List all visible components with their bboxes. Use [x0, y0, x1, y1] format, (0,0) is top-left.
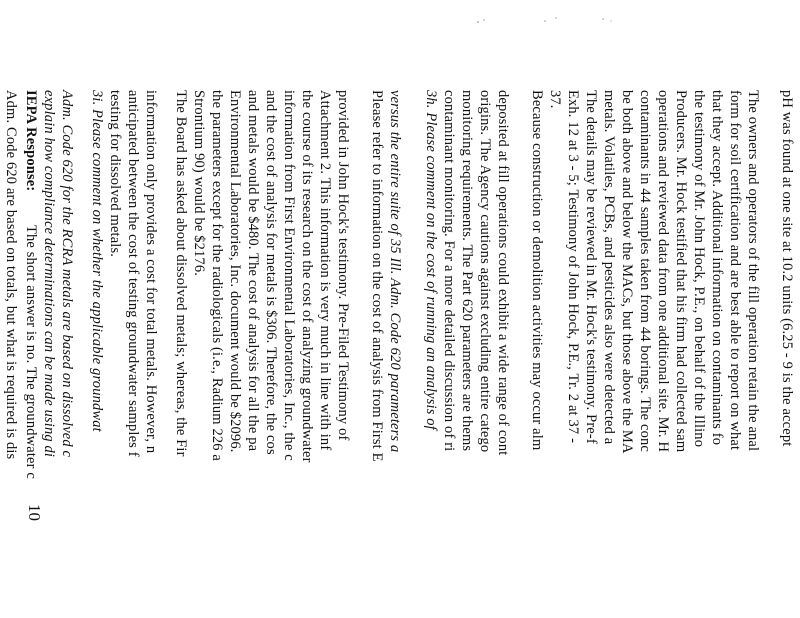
text-line: the testimony of Mr. John Hock, P.E., on behalf of the Illino [691, 90, 707, 448]
text-line: information only provides a cost for total metals. However, n [143, 90, 159, 454]
text-line: that they accept. Additional information on contaminants fo [709, 90, 725, 446]
text-line: pH was found at one site at 10.2 units (6.25 - 9 is the accept [779, 90, 795, 447]
text-line: operations and reviewed data from one additional site. Mr. H [655, 90, 671, 453]
text-line: testing for dissolved metals. [107, 90, 123, 258]
text-line: metals. Volatiles, PCBs, and pesticides also were detected a [601, 90, 617, 445]
question-line: explain how compliance determinations can be made using di [41, 90, 57, 458]
text-line: Please refer to information on the cost of analysis from First E [369, 90, 385, 462]
text-line: be both above and below the MACs, but those above the MA [619, 90, 635, 454]
question-line: Adm. Code 620 for the RCRA metals are based on dissolved c [59, 90, 75, 458]
text-line: Exh. 12 at 3 - 5; Testimony of John Hock, P.E., Tr. 2 at 37 - [565, 90, 581, 444]
question-line: 3i. Please comment on whether the applicable groundwat [89, 90, 105, 432]
text-line: contaminant monitoring. For a more detailed discussion of ri [441, 90, 457, 452]
text-line: Environmental Laboratories, Inc. document would be $2096. [227, 90, 243, 453]
text-line: The short answer is no. The groundwater c [23, 225, 39, 479]
text-line: form for soil certification and are best able to report on what [727, 90, 743, 451]
question-line: versus the entire suite of 35 Ill. Adm. Code 620 parameters a [387, 90, 403, 453]
text-line: and metals would be $480. The cost of analysis for all the pa [245, 90, 261, 452]
question-line: 3h. Please comment on the cost of running an analysis of [423, 90, 439, 430]
text-line: Attachment 2. This information is very much in line with inf [317, 90, 333, 451]
text-line: contaminants in 44 samples taken from 44 borings. The conc [637, 90, 653, 452]
text-line: origins. The Agency cautions against excluding entire catego [477, 90, 493, 453]
text-line: anticipated between the cost of testing groundwater samples f [125, 90, 141, 457]
text-line: The details may be reviewed in Mr. Hock's testimony. Pre-f [583, 90, 599, 444]
text-line: The owners and operators of the fill operation retain the anal [745, 90, 761, 452]
text-line: Strontium 90) would be $2176. [191, 90, 207, 276]
text-line: Because construction or demolition activities may occur alm [529, 90, 545, 451]
text-line: the parameters except for the radiologicals (i.e., Radium 226 a [209, 90, 225, 462]
response-label: IEPA Response: [23, 90, 39, 192]
text-line: Producers. Mr. Hock testified that his firm had collected sam [673, 90, 689, 453]
page-number: 10 [25, 504, 44, 521]
text-line: 37. [547, 90, 563, 109]
text-line: provided in John Hock's testimony. Pre-Filed Testimony of [335, 90, 351, 441]
text-line: and the cost of analysis for metals is $306. Therefore, the cos [263, 90, 279, 455]
text-line: information from First Environmental Laboratories, Inc., the c [281, 90, 297, 461]
text-line: deposited at fill operations could exhibit a wide range of cont [495, 90, 511, 456]
text-line: Adm. Code 620 are based on totals, but what is required is dis [3, 90, 19, 460]
text-line: The Board has asked about dissolved metals; whereas, the Fir [173, 90, 189, 457]
text-line: the course of its research on the cost of analyzing groundwater [299, 90, 315, 463]
text-line: monitoring requirements. The Part 620 parameters are thems [459, 90, 475, 452]
